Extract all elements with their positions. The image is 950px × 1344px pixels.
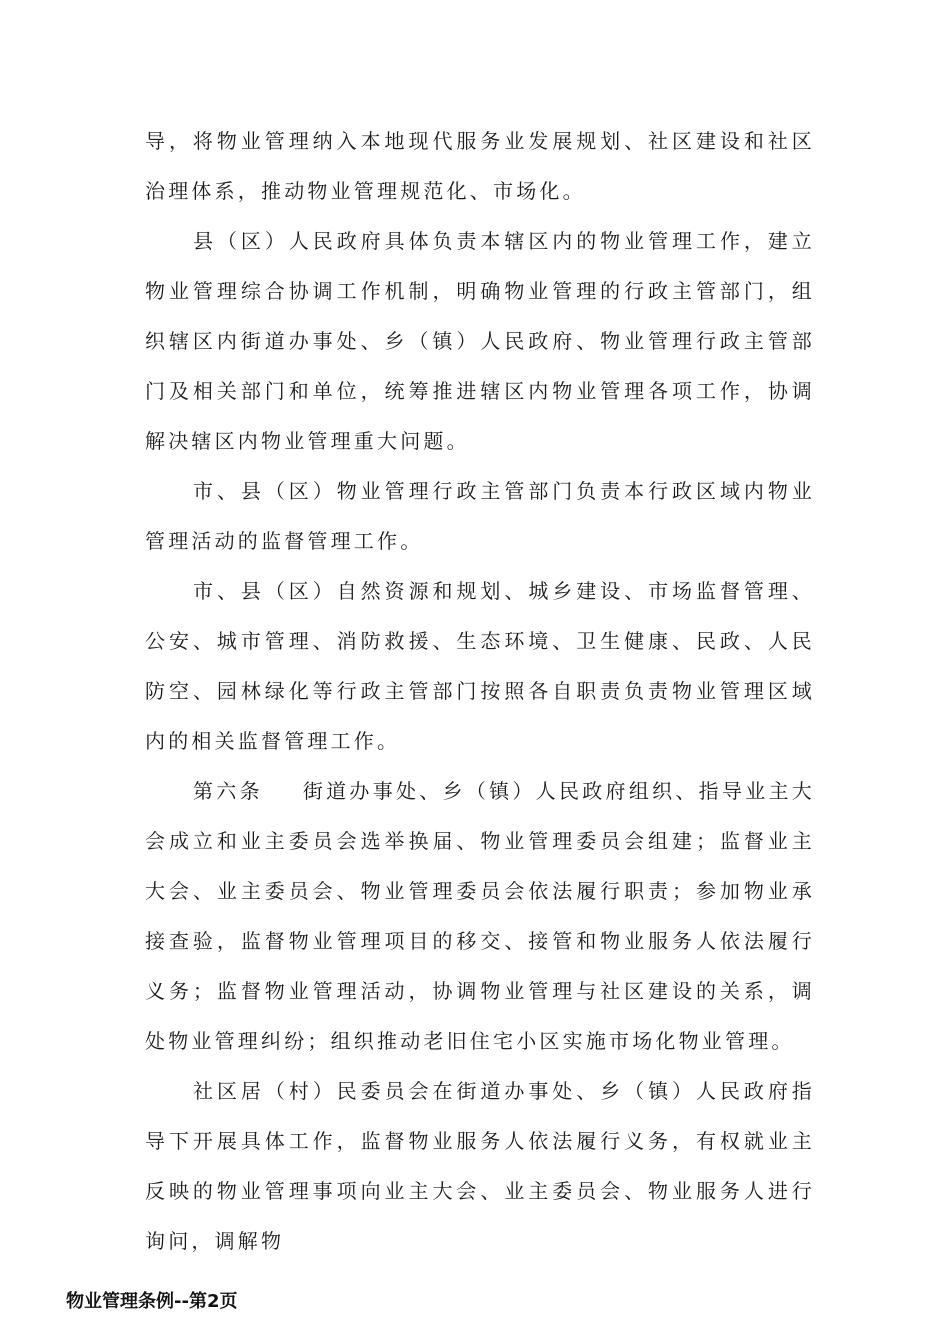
document-body: [145, 116, 815, 1266]
paragraph-article-six: [145, 766, 815, 1066]
paragraph-continuation: 导，将物业管理纳入本地现代服务业发展规划、社区建设和社区治理体系，推动物业管理规范化、市场化。: [145, 129, 815, 203]
article-six-text: 街道办事处、乡（镇）人民政府组织、指导业主大会成立和业主委员会选举换届、物业管理委员会组建；监督业主大会、业主委员会、物业管理委员会依法履行职责；参加物业承接查验，监督物业管理项目的移交、接管和物业服务人依法履行义务；监督物业管理活动，协调物业管理与社区建设的关系，调处物业管理纠纷；组织推动老旧住宅小区实施市场化物业管理。: [145, 779, 815, 1053]
article-number: 第六条: [193, 779, 263, 803]
paragraph-county-government: 县（区）人民政府具体负责本辖区内的物业管理工作，建立物业管理综合协调工作机制，明确物业管理的行政主管部门，组织辖区内街道办事处、乡（镇）人民政府、物业管理行政主管部门及相关部门和单位，统筹推进辖区内物业管理各项工作，协调解决辖区内物业管理重大问题。: [145, 229, 815, 453]
paragraph-community-committee: 社区居（村）民委员会在街道办事处、乡（镇）人民政府指导下开展具体工作，监督物业服务人依法履行义务，有权就业主反映的物业管理事项向业主大会、业主委员会、物业服务人进行询问，调解物: [145, 1079, 815, 1253]
paragraph-property-department: 市、县（区）物业管理行政主管部门负责本行政区域内物业管理活动的监督管理工作。: [145, 479, 815, 553]
paragraph-related-departments: 市、县（区）自然资源和规划、城乡建设、市场监督管理、公安、城市管理、消防救援、生态环境、卫生健康、民政、人民防空、园林绿化等行政主管部门按照各自职责负责物业管理区域内的相关监督管理工作。: [145, 579, 815, 753]
page-footer: 物业管理条例--第2页: [66, 1291, 238, 1312]
